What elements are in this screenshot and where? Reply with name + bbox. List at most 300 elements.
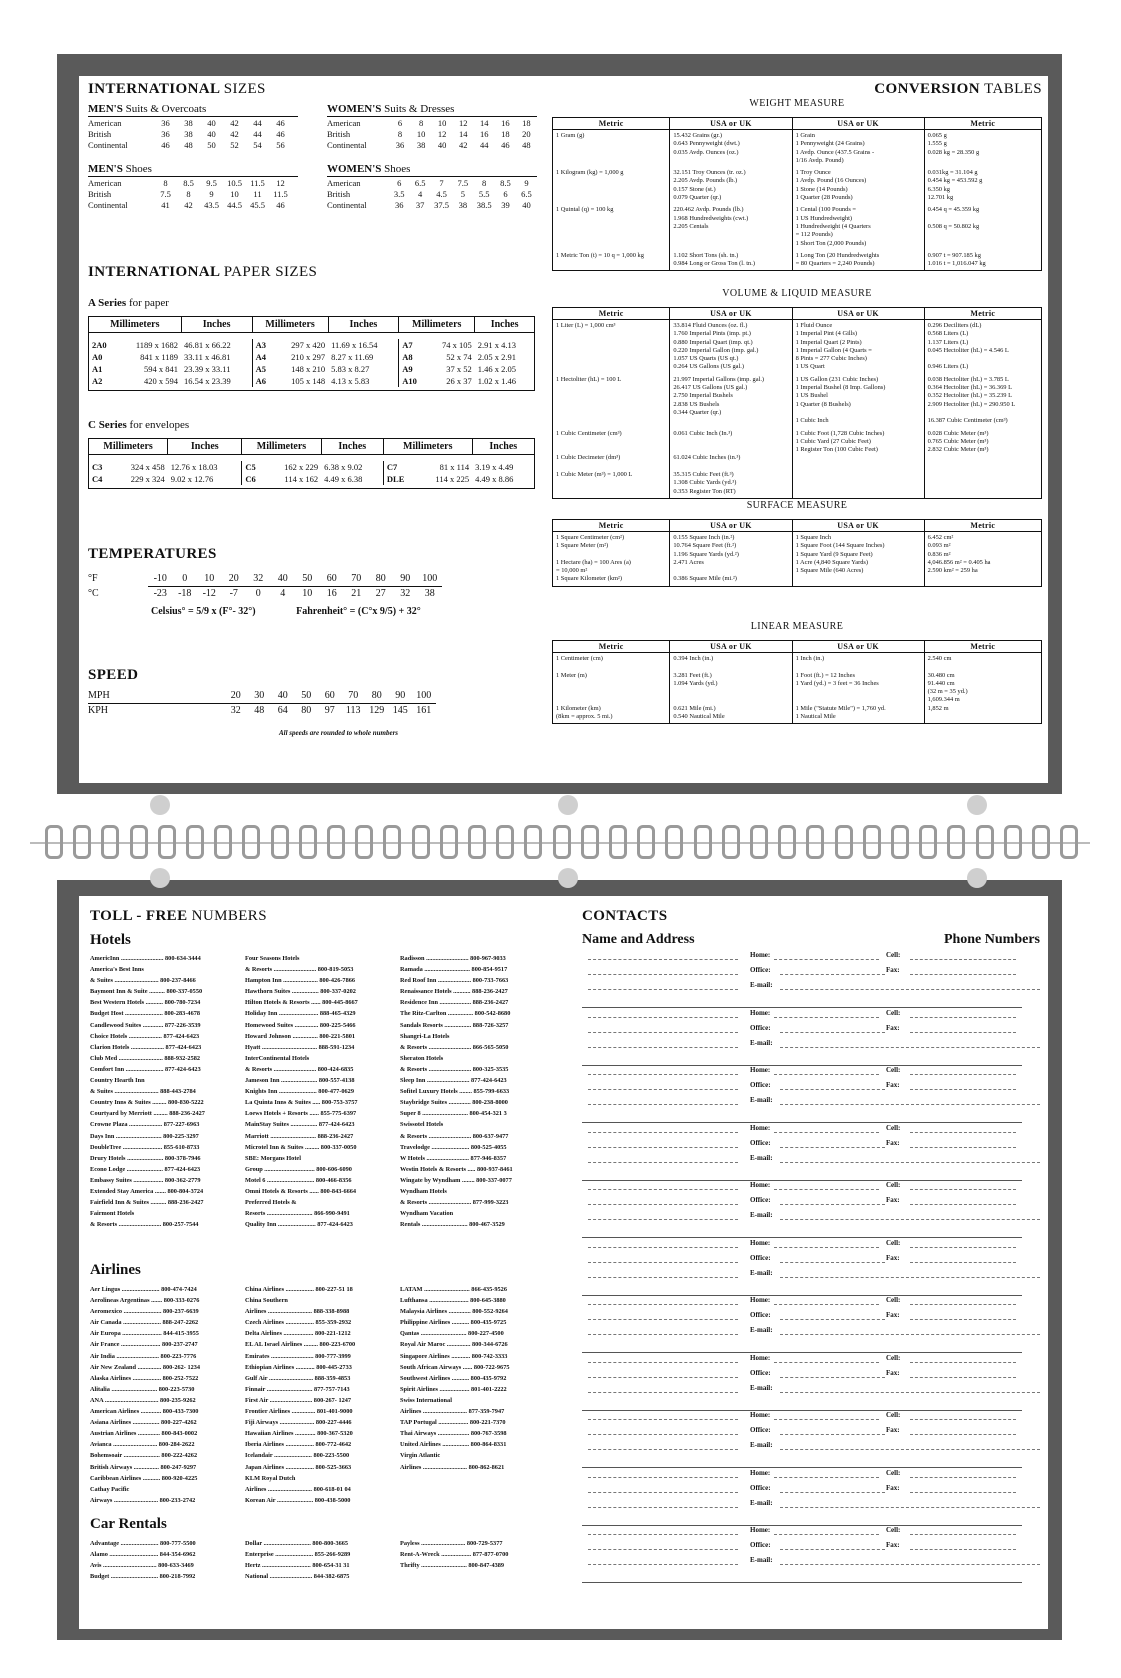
name-address-line	[588, 1247, 738, 1248]
binding-ring	[806, 825, 824, 859]
binding-ring	[496, 825, 514, 859]
size-label: Continental	[327, 199, 367, 210]
list-item: Virgin Atlantic	[400, 1452, 441, 1460]
size-value: 5.5	[478, 188, 490, 199]
conv-line	[556, 438, 666, 446]
temperatures-table	[88, 571, 442, 601]
conv-cell	[792, 653, 924, 724]
conv-row	[553, 130, 1042, 168]
list-item: TAP Portugal ................... 800-221-7370	[400, 1419, 506, 1427]
temp-value: -18	[178, 588, 192, 600]
contact-cell-label: Cell:	[886, 1296, 901, 1304]
conv-cell	[670, 653, 792, 724]
list-item: Fairfield Inn & Suites .......... 888-236-2427	[90, 1199, 204, 1207]
conv-header: Metric	[924, 641, 1041, 653]
fahrenheit-formula: Fahrenheit° = (C°x 9/5) + 32°	[296, 606, 421, 617]
list-item: Candlewood Suites ............. 877-226-3539	[90, 1021, 201, 1029]
paper-row	[89, 461, 535, 473]
paper-value: 105 x 148	[291, 375, 326, 386]
paper-value: 81 x 114	[439, 461, 470, 472]
list-item: South African Airways ...... 800-722-9675	[400, 1363, 510, 1371]
conv-line	[928, 215, 1038, 223]
conv-line: 1 Imperial Gallon (4 Quarts =	[795, 346, 872, 354]
list-column	[400, 1538, 547, 1582]
paper-value: 11.69 x 16.54	[328, 339, 399, 351]
size-value: 36	[161, 128, 170, 139]
conv-line	[796, 688, 921, 696]
c-series-title	[88, 419, 189, 431]
contact-home-label: Home:	[750, 1181, 771, 1189]
temp-value: -23	[153, 588, 167, 600]
conv-line: 1 Cubic Decimeter (dm³)	[556, 454, 621, 462]
list-item: Royal Air Maroc ............... 800-344-6726	[400, 1341, 508, 1349]
conv-line: 1/16 Avdp. Pound)	[795, 156, 844, 164]
conv-line	[796, 696, 921, 704]
binding-hole	[558, 795, 578, 815]
list-item: Embassy Suites ................... 800-362-2779	[90, 1176, 201, 1184]
contact-entry	[582, 1354, 1022, 1411]
conv-line	[673, 688, 788, 696]
speed-note: All speeds are rounded to whole numbers	[279, 729, 399, 737]
conv-line	[556, 663, 666, 671]
list-item: Austrian Airlines .............. 800-843-0002	[90, 1430, 198, 1438]
volume-table	[552, 307, 1042, 499]
temperatures-title: TEMPERATURES	[88, 546, 217, 562]
binding-hole	[967, 868, 987, 888]
size-row	[88, 188, 292, 199]
paper-code: A2	[92, 375, 103, 386]
temp-value: 32	[246, 571, 271, 586]
conv-line: 0.386 Square Mile (mi.²)	[673, 575, 737, 583]
conv-line: 0.836 m²	[927, 550, 951, 558]
list-item: Courtyard by Merriott ......... 888-236-2427	[90, 1110, 205, 1118]
list-item: Sofitel Luxury Hotels ........ 855-799-6633	[400, 1088, 510, 1096]
contact-entry	[582, 1469, 1022, 1526]
list-column	[90, 1538, 237, 1582]
conv-cell	[553, 204, 670, 249]
contact-office-label: Office:	[750, 966, 771, 974]
conv-header: USA or UK	[670, 641, 792, 653]
name-address-label: Name and Address	[582, 932, 695, 947]
list-column	[90, 953, 237, 1230]
contacts-title: CONTACTS	[582, 908, 668, 924]
conv-line: 26.417 US Gallons (US gal.)	[673, 384, 748, 392]
contact-fax-field	[910, 1089, 1016, 1090]
list-item: National ........................... 844-382-6875	[245, 1573, 350, 1581]
binding-ring	[355, 825, 373, 859]
list-item: ANA .................................. 800-235-9262	[90, 1396, 196, 1404]
conv-title-lite: TABLES	[984, 81, 1042, 97]
size-value: 10.5	[227, 177, 242, 188]
conv-header: USA or UK	[792, 308, 924, 320]
womens-suits-title	[327, 103, 537, 117]
size-label: Continental	[88, 199, 128, 210]
conv-line: 21.997 Imperial Gallons (imp. gal.)	[673, 375, 765, 383]
binding-ring	[242, 825, 260, 859]
name-address-line	[588, 1089, 738, 1090]
paper-spacer	[89, 485, 535, 489]
list-item: Comfort Inn ........................ 877-424-6423	[90, 1065, 201, 1073]
contact-fax-label: Fax:	[886, 1311, 900, 1319]
list-item: Econo Lodge ....................... 877-424-6423	[90, 1165, 201, 1173]
list-item: Renaissance Hotels ........... 888-236-2427	[400, 988, 508, 996]
list-column	[245, 1284, 392, 1506]
list-item: DoubleTree ......................... 855-610-8733	[90, 1143, 200, 1151]
list-item: W Hotels ........................... 877-946-8357	[400, 1154, 507, 1162]
conv-line: 30.480 cm	[927, 671, 955, 679]
list-item: Airways ............................ 800-233-2742	[90, 1496, 196, 1504]
contact-fax-label: Fax:	[886, 1196, 900, 1204]
conv-line: 1 Pennyweight (24 Grains)	[795, 140, 865, 148]
mens-shoes-title	[88, 163, 298, 177]
name-address-line	[588, 1017, 738, 1018]
volume-section	[552, 288, 1042, 499]
conv-line: 1 Square Meter (m²)	[556, 542, 609, 550]
paper-code: 2A0	[92, 339, 107, 350]
conv-row	[553, 428, 1042, 499]
list-item: Enterprise ........................ 855-266-9289	[245, 1551, 351, 1559]
contact-entry	[582, 1239, 1022, 1296]
contact-fax-label: Fax:	[886, 1023, 900, 1032]
list-item: Finnair ............................. 877-757-7143	[245, 1385, 350, 1393]
contact-home-label: Home:	[750, 1526, 771, 1534]
contact-home-field	[774, 959, 879, 960]
contact-entry	[582, 1526, 1022, 1583]
size-value: 9	[524, 177, 529, 188]
binding-hole	[558, 868, 578, 888]
size-value: 10	[437, 117, 447, 128]
size-value: 41	[161, 199, 170, 210]
conv-line: 0.364 Hectoliter (hL) = 36.369 L	[927, 384, 1012, 392]
speed-unit-label: KPH	[88, 704, 109, 716]
list-item: Air India ........................... 800-223-7776	[90, 1352, 197, 1360]
conv-line: 0.028 Cubic Meter (m³)	[927, 429, 989, 437]
conv-line	[673, 663, 788, 671]
conv-line: 12.701 kg	[927, 194, 954, 202]
list-item: SBE: Morgans Hotel	[245, 1154, 301, 1162]
list-column	[245, 1538, 392, 1582]
list-item: Caribbean Airlines ........... 800-920-4225	[90, 1474, 198, 1482]
paper-value: 8.27 x 11.69	[328, 351, 399, 363]
conv-cell	[924, 374, 1041, 428]
surface-table	[552, 519, 1042, 587]
conv-line: 2.750 Imperial Bushels	[673, 392, 733, 400]
a-series-title-bold: A Series	[88, 297, 127, 309]
paper-value: 594 x 841	[144, 363, 179, 374]
list-item: Aerolineas Argentinas ....... 800-333-0276	[90, 1297, 200, 1305]
list-item: The Ritz-Carlton ................ 800-542-8680	[400, 1010, 511, 1018]
list-item: Alitalia ............................. 800-223-5730	[90, 1385, 195, 1393]
conv-line: 0.155 Square Inch (in.²)	[673, 534, 735, 541]
conv-line: = 10,000 m²	[556, 567, 588, 575]
conv-line: 1.196 Square Yards (yd.²)	[673, 550, 739, 558]
list-item: Iberia Airlines .................. 800-772-4642	[245, 1441, 352, 1449]
conv-line: 0.028 kg = 28.350 g	[927, 148, 980, 156]
contact-email-label: E-mail:	[750, 1038, 773, 1047]
paper-header: Inches	[472, 439, 534, 455]
list-item: Baymont Inn & Suite .......... 800-337-0550	[90, 988, 203, 996]
list-item: Air Europa ......................... 844-415-3955	[90, 1330, 199, 1338]
size-value: 54	[253, 139, 262, 150]
conv-line: 4,046.856 m² = 0.405 ha	[927, 558, 991, 566]
conv-line: 0.264 US Gallons (US gal.)	[673, 363, 745, 371]
conv-header-row	[553, 118, 1042, 130]
conv-line	[556, 696, 666, 704]
conv-row	[553, 250, 1042, 271]
name-address-line	[588, 1334, 738, 1335]
binding-ring	[130, 825, 148, 859]
car-rentals-list	[90, 1538, 550, 1582]
contact-entry	[582, 1124, 1022, 1181]
contact-office-field	[780, 1204, 885, 1205]
size-row	[88, 128, 292, 139]
conv-cell	[924, 428, 1041, 499]
list-item: Homewood Suites ............... 800-225-5466	[245, 1021, 356, 1029]
contacts-list	[582, 951, 1022, 1591]
conv-line: 1 Stone (14 Pounds)	[795, 185, 848, 193]
paper-code: C3	[92, 461, 103, 472]
name-address-line	[588, 1104, 738, 1105]
binding-ring	[891, 825, 909, 859]
conv-line	[673, 446, 788, 454]
size-value: 12	[276, 177, 285, 188]
size-value: 46	[276, 199, 285, 210]
size-value: 6	[397, 117, 403, 128]
conv-header: USA or UK	[792, 520, 924, 532]
conv-line: 0.296 Deciliters (dL)	[927, 322, 982, 329]
size-value: 8.5	[183, 177, 194, 188]
size-row	[327, 128, 537, 139]
paper-value: 229 x 324	[130, 473, 165, 484]
conv-line	[928, 663, 1038, 671]
list-item: Fairmont Hotels	[90, 1210, 135, 1218]
paper-value: 26 x 37	[446, 375, 472, 386]
contact-cell-label: Cell:	[886, 1238, 901, 1247]
conv-cell	[670, 130, 792, 168]
size-value: 7	[439, 177, 444, 188]
list-item: Dollar .............................. 800-800-3665	[245, 1540, 349, 1547]
speed-value: 90	[389, 689, 413, 703]
list-item: Jameson Inn ....................... 800-557-4138	[245, 1077, 355, 1085]
binding-ring	[665, 825, 683, 859]
paper-code: A8	[402, 351, 413, 362]
contact-fax-label: Fax:	[886, 1483, 900, 1492]
list-item: & Resorts ........................... 800-257-7544	[90, 1221, 199, 1229]
contact-fax-label: Fax:	[886, 1426, 900, 1434]
conv-line: 1 Quarter (28 Pounds)	[795, 194, 853, 202]
contact-cell-label: Cell:	[886, 1468, 901, 1477]
contact-entry	[582, 1181, 1022, 1238]
list-item: Travelodge ........................ 800-525-4055	[400, 1143, 507, 1151]
temp-value: 10	[302, 588, 313, 600]
binding-ring	[468, 825, 486, 859]
conv-line: 1 Hundredweight (4 Quarters	[795, 222, 871, 230]
conv-line: 1 Cubic Foot (1,728 Cubic Inches)	[795, 429, 885, 437]
contact-office-label: Office:	[750, 1368, 771, 1377]
contact-home-field	[774, 1477, 879, 1478]
paper-value: 5.83 x 8.27	[328, 363, 399, 375]
size-value: 42	[458, 139, 468, 150]
conv-line: 0.038 Hectoliter (hL) = 3.785 L	[927, 375, 1009, 383]
mens-suits-title	[88, 103, 298, 117]
size-value: 7.5	[457, 177, 469, 188]
contact-office-field	[780, 1549, 885, 1550]
list-item: Airlines ............................ 800-862-8621	[400, 1463, 505, 1471]
temp-row	[88, 571, 442, 586]
size-value: 38	[184, 128, 193, 139]
paper-code: A6	[255, 375, 267, 386]
name-address-line	[588, 1189, 738, 1190]
paper-value: 4.49 x 6.38	[321, 473, 383, 485]
list-item: Alamo ............................... 844-354-6962	[90, 1551, 196, 1559]
size-value: 9.5	[206, 177, 217, 188]
c-series-title-bold: C Series	[88, 419, 127, 431]
conv-line: 2.205 Avdp. Pounds (lb.)	[673, 177, 738, 185]
list-item: Hampton Inn ...................... 800-426-7866	[245, 977, 356, 985]
binding-hole	[150, 795, 170, 815]
size-value: 52	[230, 139, 239, 150]
paper-header: Inches	[181, 317, 252, 333]
conv-line: 1,609.344 m	[927, 696, 960, 704]
list-item: Wyndham Vacation	[400, 1210, 454, 1218]
conv-line: 2.832 Cubic Meter (m³)	[927, 446, 989, 454]
speed-value: 50	[295, 689, 319, 703]
paper-spacer	[89, 387, 535, 391]
paper-code: C7	[386, 461, 398, 472]
womens-suits-title-lite: Suits & Dresses	[384, 103, 455, 115]
size-value: 40	[207, 117, 216, 128]
conv-line	[673, 463, 788, 471]
temp-value: 38	[424, 588, 435, 600]
temp-value: 70	[344, 571, 369, 586]
conv-line: 2.205 Centals	[673, 222, 709, 230]
conv-line: 1 Centimeter (cm)	[556, 655, 603, 662]
conv-line: 0.079 Quarter (qr.)	[673, 194, 722, 202]
size-value: 8	[482, 177, 487, 188]
conv-line: 1.094 Yards (yd.)	[673, 679, 718, 687]
contact-office-field	[780, 1492, 885, 1493]
toll-free-title	[90, 908, 267, 925]
conv-row	[553, 532, 1042, 587]
conv-line: 1,852 m	[927, 704, 949, 712]
list-item: Westin Hotels & Resorts ..... 800-937-8461	[400, 1165, 513, 1173]
conv-line: 1 Short Ton (2,000 Pounds)	[795, 239, 867, 247]
binding-ring	[863, 825, 881, 859]
binding-ring	[327, 825, 345, 859]
contact-fax-field	[910, 1434, 1016, 1435]
name-address-line	[588, 1304, 738, 1305]
binding-ring	[609, 825, 627, 859]
binding-ring	[214, 825, 232, 859]
list-item: Budget .............................. 800-218-7992	[90, 1573, 196, 1581]
conv-line: 1 Yard (yd.) = 3 feet = 36 Inches	[795, 679, 879, 687]
conv-cell	[792, 204, 924, 249]
conv-line	[928, 409, 1038, 417]
size-value: 9	[209, 188, 214, 199]
conv-header: Metric	[924, 118, 1041, 130]
conv-line: 16.387 Cubic Centimeter (cm³)	[927, 417, 1008, 425]
list-item: Air New Zealand ............... 800-262- 1234	[90, 1363, 201, 1371]
name-address-line	[588, 1032, 738, 1033]
conv-cell	[792, 320, 924, 374]
temp-value: 32	[400, 588, 411, 600]
paper-value: 37 x 52	[446, 363, 472, 374]
temp-value: 0	[255, 588, 261, 600]
conv-line: 1 Cubic Yard (27 Cubic Feet)	[795, 437, 871, 445]
list-item: Korean Air ....................... 800-438-5000	[245, 1496, 351, 1504]
binding-ring	[637, 825, 655, 859]
size-value: 46	[161, 139, 170, 150]
paper-header: Inches	[475, 317, 535, 333]
conv-line: 1 Imperial Quart (2 Pints)	[795, 338, 862, 346]
list-item: Sandals Resorts ................. 888-726-3257	[400, 1021, 509, 1029]
conv-line: = 112 Pounds)	[795, 231, 833, 239]
conv-cell	[553, 250, 670, 271]
conv-header: USA or UK	[792, 641, 924, 653]
paper-header-row	[89, 317, 535, 333]
paper-row	[89, 351, 535, 363]
size-value: 10	[416, 128, 426, 139]
contact-cell-field	[910, 1419, 1016, 1420]
mens-suits-block	[88, 103, 298, 150]
binding-ring	[158, 825, 176, 859]
paper-value: 841 x 1189	[140, 351, 179, 362]
size-value: 38.5	[476, 199, 492, 210]
paper-row	[89, 339, 535, 351]
contact-email-field	[780, 1047, 1040, 1048]
contact-cell-label: Cell:	[886, 1526, 901, 1534]
size-value: 46	[501, 139, 510, 150]
conv-line: 0.946 Liters (L)	[927, 363, 969, 371]
list-item: Gulf Air ............................ 888-359-4853	[245, 1374, 351, 1382]
list-item: Loews Hotels + Resorts ...... 855-775-6397	[245, 1110, 357, 1118]
name-address-line	[588, 1262, 738, 1263]
intl-sizes-title-lite: SIZES	[223, 81, 266, 97]
conv-line	[673, 567, 788, 575]
paper-value: 74 x 105	[441, 339, 472, 350]
contact-entry	[582, 951, 1022, 1008]
conv-header: USA or UK	[670, 118, 792, 130]
contact-fax-field	[910, 1262, 1016, 1263]
contact-email-field	[780, 1449, 1040, 1450]
conv-header: Metric	[553, 118, 670, 130]
contact-home-field	[774, 1074, 879, 1075]
paper-header: Inches	[328, 317, 399, 333]
list-item: Frontier Airlines ............... 801-401-9000	[245, 1408, 353, 1416]
size-value: 7.5	[160, 188, 171, 199]
size-value: 14	[458, 128, 468, 139]
size-value: 36	[395, 139, 405, 150]
contact-email-field	[780, 1392, 1040, 1393]
paper-value: 210 x 297	[291, 351, 326, 362]
contact-fax-field	[910, 1492, 1016, 1493]
list-item: Omni Hotels & Resorts ...... 800-843-6664	[245, 1187, 357, 1195]
list-item: Country Inns & Suites ......... 800-830-5222	[90, 1099, 204, 1107]
speed-value: 145	[392, 704, 408, 716]
paper-header: Inches	[168, 439, 242, 455]
size-value: 10	[230, 188, 239, 199]
temp-value: 27	[375, 588, 386, 600]
size-value: 37	[415, 199, 425, 210]
contact-email-label: E-mail:	[750, 1498, 773, 1507]
conv-line: 1 Quintal (q) = 100 kg	[556, 206, 614, 214]
conv-line: 1 Kilometer (km)	[556, 704, 601, 712]
size-value: 44.5	[227, 199, 242, 210]
womens-shoes-title	[327, 163, 537, 177]
conv-line: (8km = approx. 5 mi.)	[556, 713, 613, 721]
size-row	[327, 199, 537, 210]
list-item: & Suites ............................ 800-237-8466	[90, 977, 196, 985]
